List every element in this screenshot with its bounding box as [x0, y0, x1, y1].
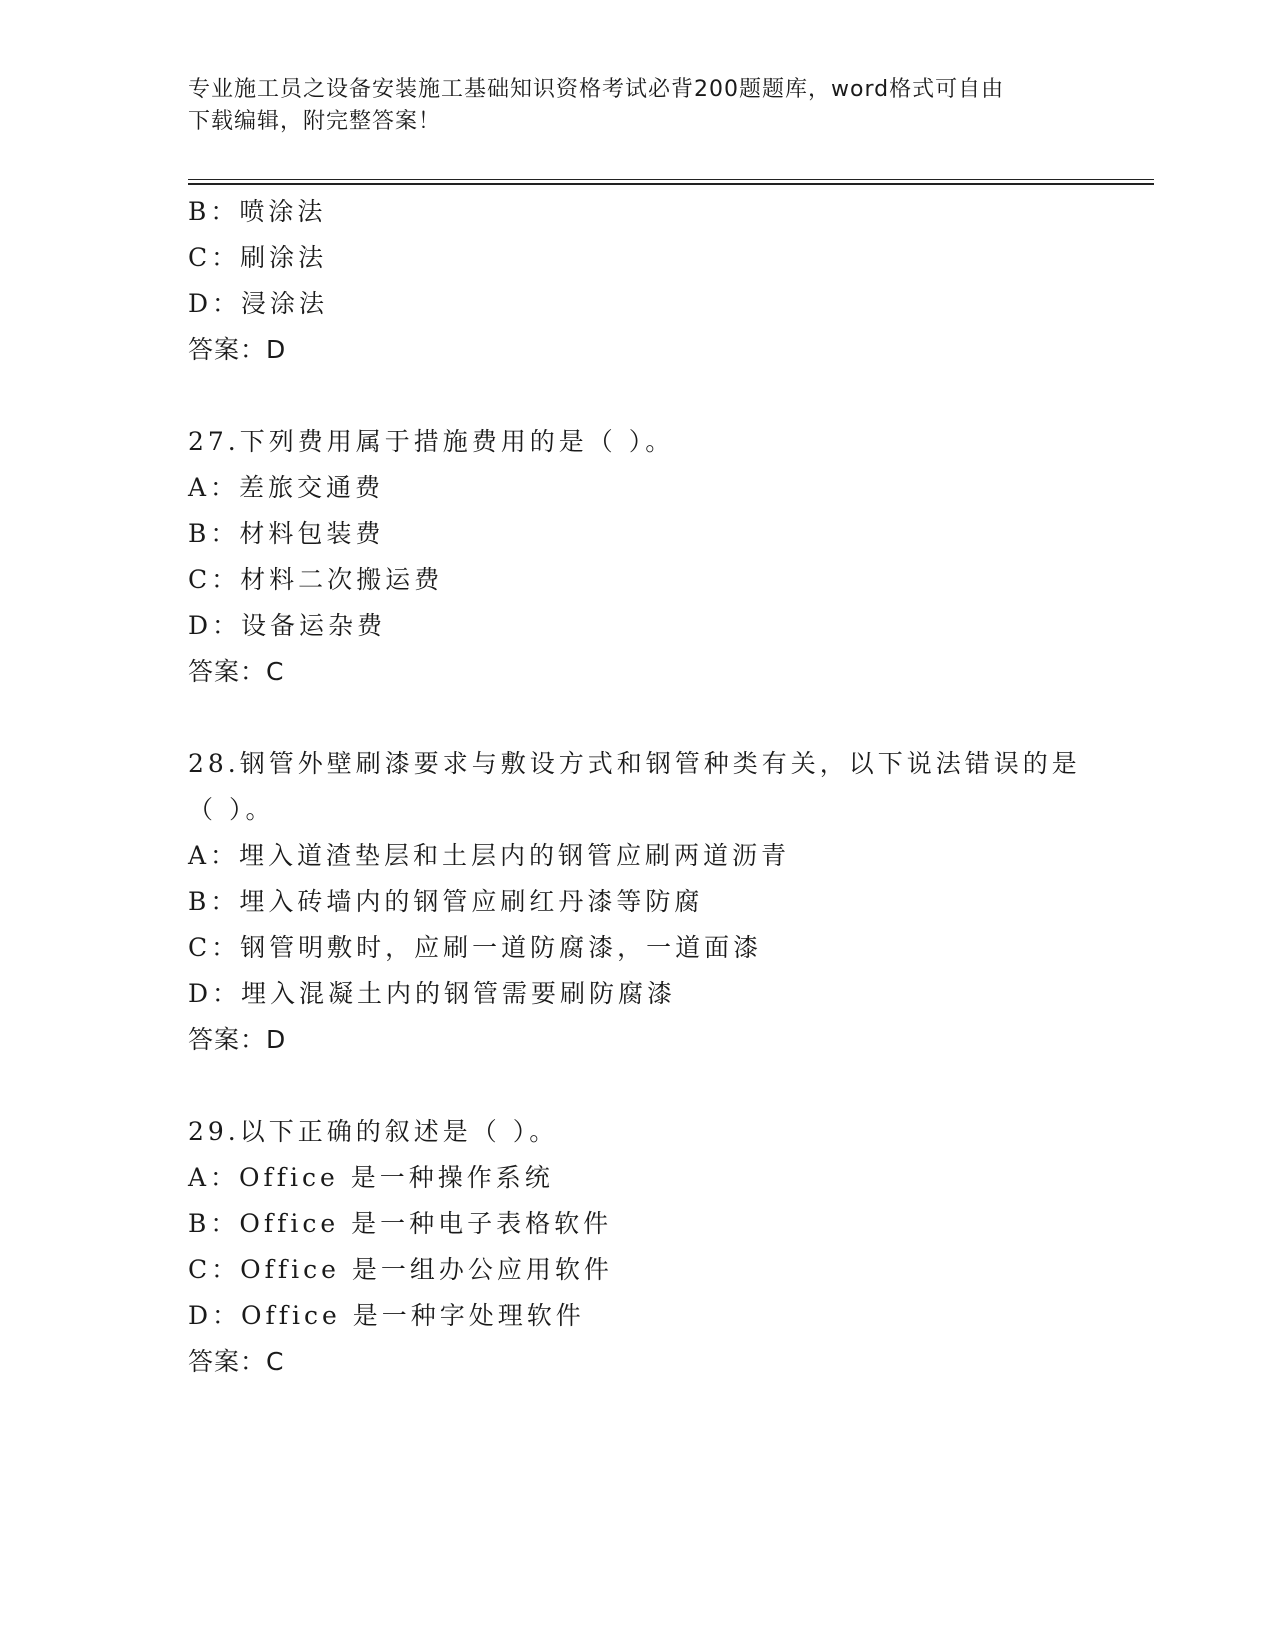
option-d: D：埋入混凝土内的钢管需要刷防腐漆 — [188, 979, 677, 1008]
question-stem: 29.以下正确的叙述是（ ）。 — [188, 1117, 559, 1146]
answer: 答案：C — [188, 1347, 285, 1376]
document-header — [188, 74, 1088, 138]
answer: 答案：C — [188, 657, 285, 686]
answer: 答案：D — [188, 1025, 287, 1054]
spacer — [188, 373, 1088, 419]
option-b: B：Office 是一种电子表格软件 — [188, 1209, 613, 1238]
option-a: A：差旅交通费 — [188, 473, 385, 502]
spacer — [188, 695, 1088, 741]
header-line-2: 下载编辑，附完整答案！ — [188, 109, 442, 134]
option-c: C：钢管明敷时，应刷一道防腐漆，一道面漆 — [188, 933, 763, 962]
header-line-1: 专业施工员之设备安装施工基础知识资格考试必背200题题库，word格式可自由 — [188, 77, 1005, 102]
question-29 — [188, 1109, 1088, 1385]
option-b: B：埋入砖墙内的钢管应刷红丹漆等防腐 — [188, 887, 704, 916]
question-stem: 28.钢管外壁刷漆要求与敷设方式和钢管种类有关，以下说法错误的是 — [188, 749, 1081, 778]
option-b: B：材料包装费 — [188, 519, 385, 548]
question-28 — [188, 741, 1088, 1063]
option-c: C：Office 是一组办公应用软件 — [188, 1255, 613, 1284]
question-stem-continued: （ ）。 — [188, 795, 275, 824]
option-a: A：埋入道渣垫层和土层内的钢管应刷两道沥青 — [188, 841, 791, 870]
header-rule-thick — [188, 183, 1154, 185]
option-c: C：材料二次搬运费 — [188, 565, 444, 594]
question-26-tail — [188, 189, 1088, 373]
option-c: C：刷涂法 — [188, 243, 328, 272]
question-27 — [188, 419, 1088, 695]
option-b: B：喷涂法 — [188, 197, 327, 226]
spacer — [188, 1063, 1088, 1109]
option-a: A：Office 是一种操作系统 — [188, 1163, 554, 1192]
question-stem: 27.下列费用属于措施费用的是（ ）。 — [188, 427, 675, 456]
option-d: D：浸涂法 — [188, 289, 329, 318]
header-rule-thin — [188, 179, 1154, 180]
question-list — [188, 189, 1088, 1385]
option-d: D：Office 是一种字处理软件 — [188, 1301, 585, 1330]
option-d: D：设备运杂费 — [188, 611, 387, 640]
answer: 答案：D — [188, 335, 287, 364]
